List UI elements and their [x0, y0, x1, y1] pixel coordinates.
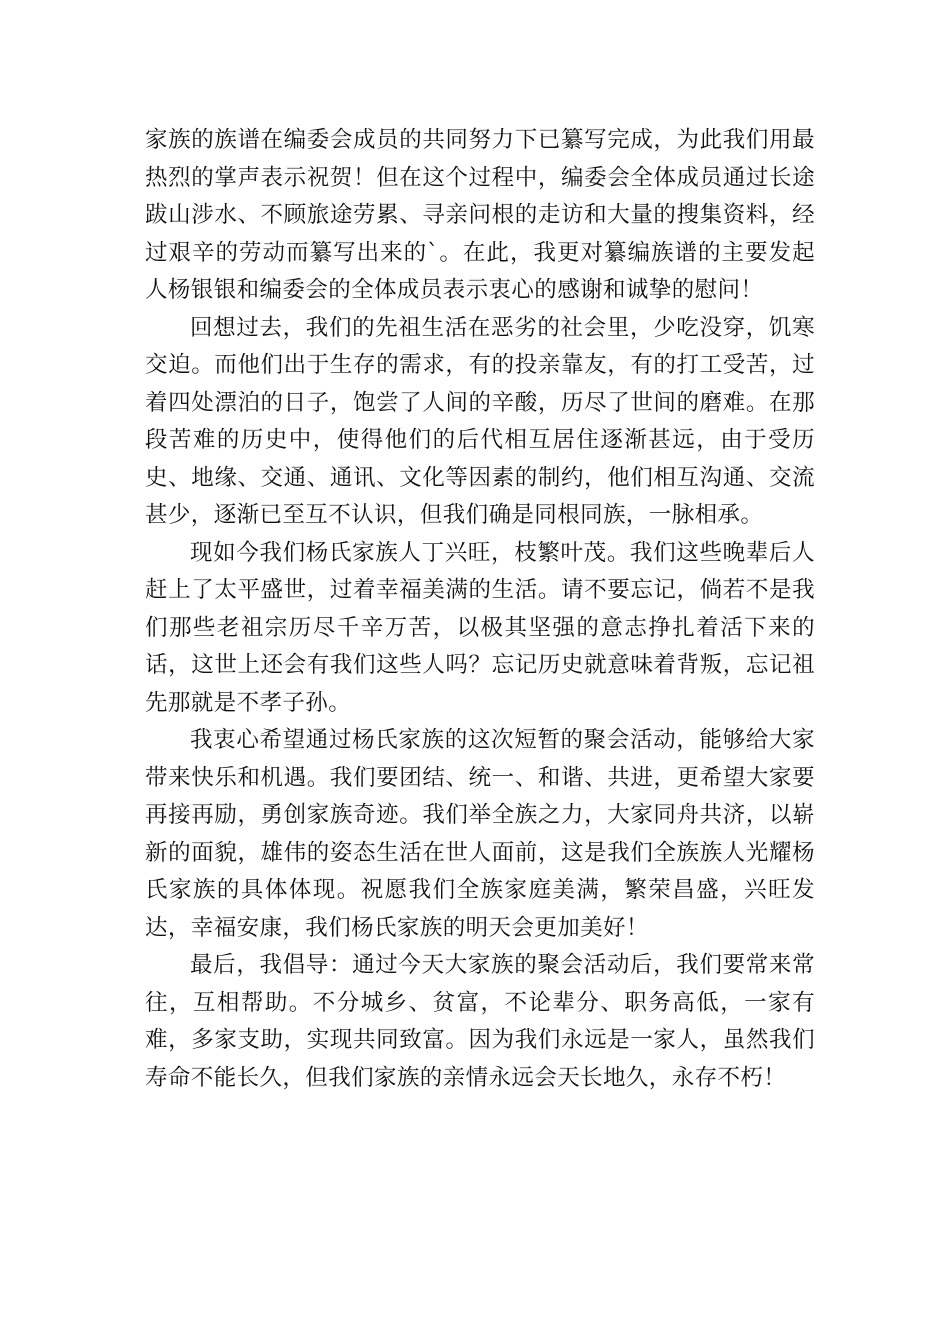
- paragraph-1: 家族的族谱在编委会成员的共同努力下已纂写完成，为此我们用最热烈的掌声表示祝贺！但在这个过程中，编委会全体成员通过长途跋山涉水、不顾旅途劳累、寻亲问根的走访和大量的搜集资料，经过艰辛的劳动而纂写出来的`。在此，我更对纂编族谱的主要发起人杨银银和编委会的全体成员表示衷心的感谢和诚挚的慰问！: [145, 127, 815, 303]
- paragraph-5: 最后，我倡导：通过今天大家族的聚会活动后，我们要常来常往，互相帮助。不分城乡、贫富，不论辈分、职务高低，一家有难，多家支助，实现共同致富。因为我们永远是一家人，虽然我们寿命不能长久，但我们家族的亲情永远会天长地久，永存不朽！: [145, 952, 815, 1091]
- document-body: [145, 122, 815, 1097]
- paragraph-3: 现如今我们杨氏家族人丁兴旺，枝繁叶茂。我们这些晚辈后人赶上了太平盛世，过着幸福美满的生活。请不要忘记，倘若不是我们那些老祖宗历尽千辛万苦，以极其坚强的意志挣扎着活下来的话，这世上还会有我们这些人吗？忘记历史就意味着背叛，忘记祖先那就是不孝子孙。: [145, 539, 815, 716]
- paragraph-2: 回想过去，我们的先祖生活在恶劣的社会里，少吃没穿，饥寒交迫。而他们出于生存的需求，有的投亲靠友，有的打工受苦，过着四处漂泊的日子，饱尝了人间的辛酸，历尽了世间的磨难。在那段苦难的历史中，使得他们的后代相互居住逐渐甚远，由于受历史、地缘、交通、通讯、文化等因素的制约，他们相互沟通、交流甚少，逐渐已至互不认识，但我们确是同根同族，一脉相承。: [145, 314, 815, 528]
- paragraph-4: 我衷心希望通过杨氏家族的这次短暂的聚会活动，能够给大家带来快乐和机遇。我们要团结、统一、和谐、共进，更希望大家要再接再励，勇创家族奇迹。我们举全族之力，大家同舟共济，以崭新的面貌，雄伟的姿态生活在世人面前，这是我们全族族人光耀杨氏家族的具体体现。祝愿我们全族家庭美满，繁荣昌盛，兴旺发达，幸福安康，我们杨氏家族的明天会更加美好！: [145, 727, 815, 941]
